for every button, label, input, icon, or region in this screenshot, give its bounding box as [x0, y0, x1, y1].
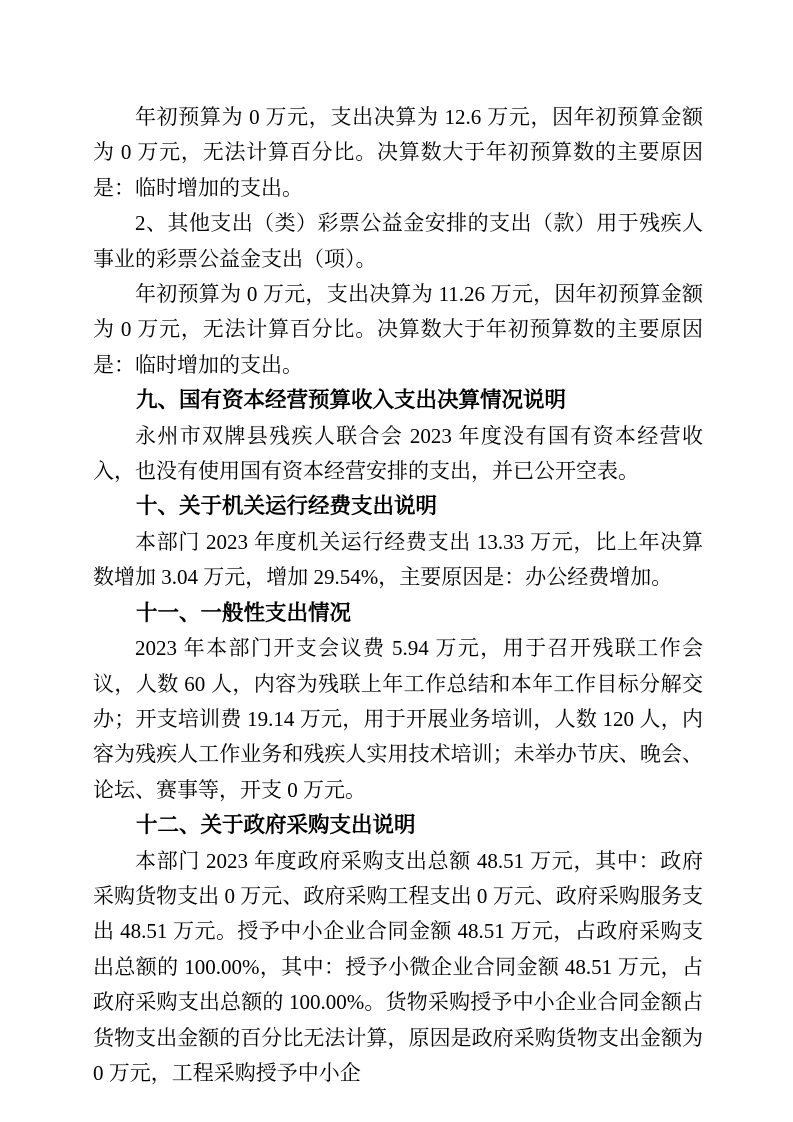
paragraph-budget-11-26: 年初预算为 0 万元，支出决算为 11.26 万元，因年初预算金额为 0 万元，无法计算百分比。决算数大于年初预算数的主要原因是：临时增加的支出。 [93, 282, 703, 377]
section-heading-12-procurement: 十二、关于政府采购支出说明 [136, 813, 416, 838]
paragraph-operating-cost: 本部门 2023 年度机关运行经费支出 13.33 万元，比上年决算数增加 3.04 万元，增加 29.54%，主要原因是：办公经费增加。 [93, 529, 703, 590]
section-heading-10-operating-cost: 十、关于机关运行经费支出说明 [136, 494, 438, 519]
section-heading-11-general-spending: 十一、一般性支出情况 [136, 600, 352, 625]
paragraph-budget-12-6: 年初预算为 0 万元，支出决算为 12.6 万元，因年初预算金额为 0 万元，无法计算百分比。决算数大于年初预算数的主要原因是：临时增加的支出。 [93, 105, 703, 200]
paragraph-general-spending: 2023 年本部门开支会议费 5.94 万元，用于召开残联工作会议，人数 60 人，内容为残联上年工作总结和本年工作目标分解交办；开支培训费 19.14 万元，用于开展业务培训，人数 120 人，内容为残疾人工作业务和残疾人实用技术培训；未举办节庆、晚会、论坛、赛事等，开支 0 万元。 [93, 636, 703, 802]
section-heading-9-state-capital: 九、国有资本经营预算收入支出决算情况说明 [136, 388, 567, 413]
paragraph-other-expenditure-item: 2、其他支出（类）彩票公益金安排的支出（款）用于残疾人事业的彩票公益金支出（项）。 [93, 211, 703, 271]
document-body [93, 100, 703, 1091]
paragraph-state-capital: 永州市双牌县残疾人联合会 2023 年度没有国有资本经营收入，也没有使用国有资本经营安排的支出，并已公开空表。 [93, 423, 703, 484]
paragraph-procurement: 本部门 2023 年度政府采购支出总额 48.51 万元，其中：政府采购货物支出 0 万元、政府采购工程支出 0 万元、政府采购服务支出 48.51 万元。授予中小企业合同金额 48.51 万元，占政府采购支出总额的 100.00%，其中：授予小微企业合同金额 48.51 万元，占政府采购支出总额的 100.00%。货物采购授予中小企业合同金额占货物支出金额的百分比无法计算，原因是政府采购货物支出金额为 0 万元，工程采购授予中小企 [93, 848, 703, 1085]
